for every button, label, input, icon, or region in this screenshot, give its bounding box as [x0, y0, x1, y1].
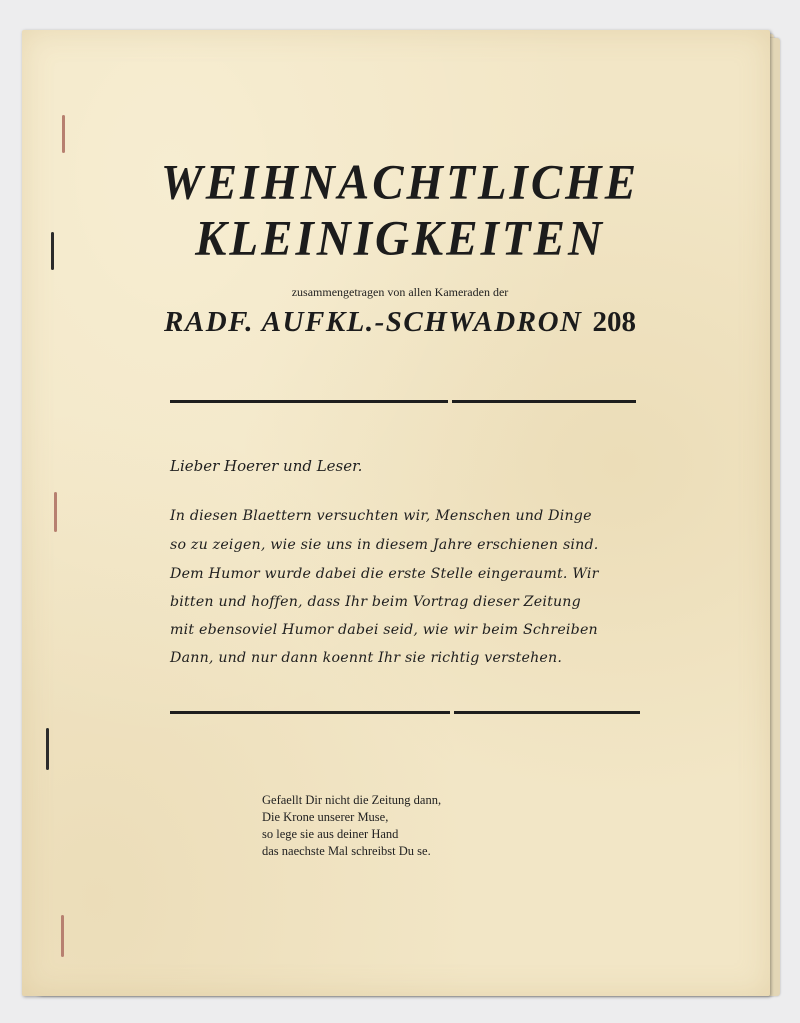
paragraph-line: In diesen Blaettern versuchten wir, Menschen und Dinge: [170, 508, 592, 524]
paragraph-line: bitten und hoffen, dass Ihr beim Vortrag dieser Zeitung: [170, 594, 581, 610]
title-line-1: WEIHNACHTLICHE: [160, 155, 640, 211]
staple: [54, 492, 57, 532]
divider-rule-bottom-left: [170, 711, 450, 714]
verse-line: Die Krone unserer Muse,: [262, 810, 389, 824]
paragraph-line: so zu zeigen, wie sie uns in diesem Jahre erschienen sind.: [170, 537, 599, 553]
greeting: Lieber Hoerer und Leser.: [170, 457, 363, 475]
divider-rule-bottom-right: [454, 711, 640, 714]
paragraph-line: mit ebensoviel Humor dabei seid, wie wir beim Schreiben: [170, 622, 598, 638]
unit-name: RADF. AUFKL.-SCHWADRON: [164, 306, 583, 338]
verse-line: Gefaellt Dir nicht die Zeitung dann,: [262, 793, 442, 807]
title-line-2: KLEINIGKEITEN: [195, 211, 605, 267]
divider-rule-top-right: [452, 400, 636, 403]
staple: [46, 728, 49, 770]
verse-line: so lege sie aus deiner Hand: [262, 827, 399, 841]
paragraph-line: Dem Humor wurde dabei die erste Stelle eingeraumt. Wir: [170, 566, 599, 582]
staple: [62, 115, 65, 153]
paragraph-line: Dann, und nur dann koennt Ihr sie richtig verstehen.: [170, 650, 563, 666]
staple: [61, 915, 64, 957]
unit-heading: [0, 306, 800, 339]
subtitle: zusammengetragen von allen Kameraden der: [291, 285, 509, 299]
unit-number: 208: [592, 306, 636, 338]
divider-rule-top-left: [170, 400, 448, 403]
verse-line: das naechste Mal schreibst Du se.: [262, 844, 431, 858]
